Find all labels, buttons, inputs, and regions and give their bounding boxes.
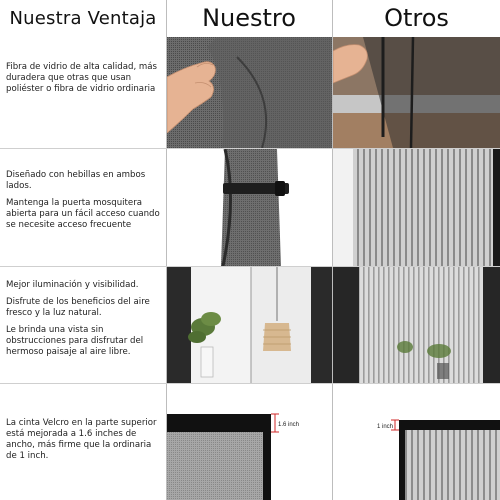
row-2-text-a: Diseñado con hebillas en ambos lados. xyxy=(6,170,146,191)
others-fiberglass-photo xyxy=(333,37,500,148)
header-others: Otros xyxy=(384,4,449,32)
row-2-text-b: Mantenga la puerta mosquitera abierta para un fácil acceso cuando se necesite acceso frecuente xyxy=(6,198,160,230)
others-buckle-photo xyxy=(333,149,500,266)
ours-fiberglass-photo xyxy=(167,37,332,148)
row-4-description xyxy=(6,418,161,468)
ours-velcro-photo xyxy=(167,384,332,500)
row-3-text-c: Le brinda una vista sin obstrucciones para disfrutar del hermoso paisaje al aire libre. xyxy=(6,325,144,357)
header-advantage: Nuestra Ventaja xyxy=(9,7,157,29)
ours-visibility-photo xyxy=(167,267,332,383)
ours-velcro-label: 1.6 inch xyxy=(278,422,300,428)
others-velcro-photo xyxy=(333,384,500,500)
others-visibility-photo xyxy=(333,267,500,383)
row-3-description xyxy=(6,280,161,364)
row-3-text-a: Mejor iluminación y visibilidad. xyxy=(6,280,139,290)
row-1-text: Fibra de vidrio de alta calidad, más duradera que otras que usan poliéster o fibra de vidrio ordinaria xyxy=(6,62,158,94)
row-3-text-b: Disfrute de los beneficios del aire fresco y la luz natural. xyxy=(6,297,150,318)
row-4-text: La cinta Velcro en la parte superior está mejorada a 1.6 inches de ancho, más firme que la ordinaria de 1 inch. xyxy=(6,418,157,461)
ours-buckle-photo xyxy=(167,149,332,266)
others-velcro-label: 1 inch xyxy=(377,424,394,430)
row-1-description xyxy=(6,62,161,101)
row-2-description xyxy=(6,170,161,237)
header-ours: Nuestro xyxy=(202,4,296,32)
